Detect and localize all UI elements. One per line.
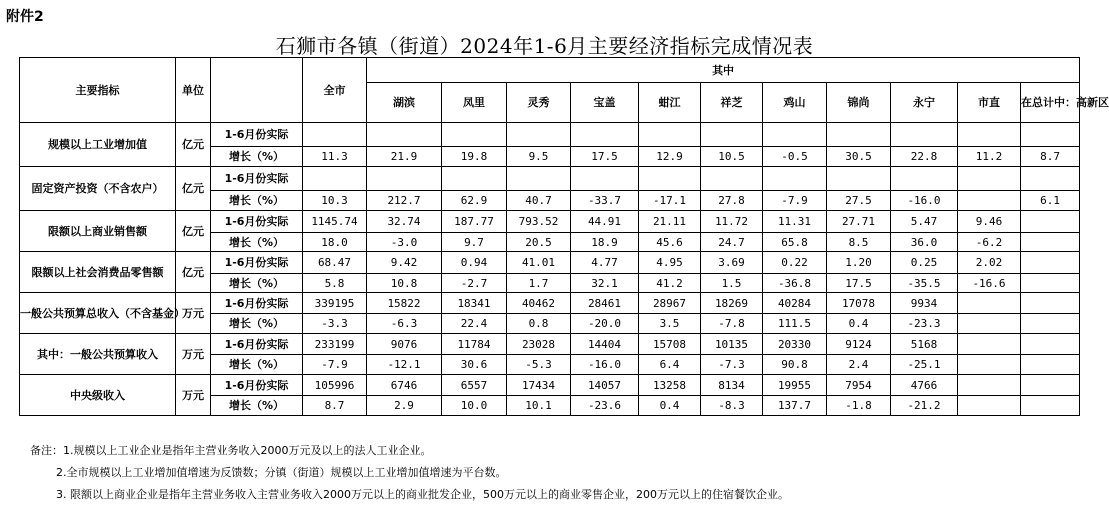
value-cell — [827, 123, 891, 147]
sub-label-actual: 1-6月份实际 — [211, 375, 303, 396]
value-cell: 0.22 — [763, 252, 827, 274]
value-cell: 3.5 — [639, 314, 701, 334]
sub-label-growth: 增长（%） — [211, 233, 303, 252]
value-cell — [958, 314, 1021, 334]
value-cell: 18.9 — [571, 233, 639, 252]
value-cell: -23.3 — [891, 314, 958, 334]
value-cell: 15822 — [367, 293, 442, 314]
value-cell: 22.8 — [891, 147, 958, 167]
note-2: 2.全市规模以上工业增加值增速为反馈数；分镇（街道）规模以上工业增加值增速为平台数。 — [56, 466, 507, 479]
value-cell: -7.8 — [701, 314, 763, 334]
value-cell: 10.0 — [442, 396, 507, 416]
value-cell: 21.9 — [367, 147, 442, 167]
value-cell — [1021, 252, 1080, 274]
table-row — [20, 293, 1080, 314]
value-cell: 10.5 — [701, 147, 763, 167]
value-cell — [1021, 355, 1080, 375]
value-cell: 339195 — [303, 293, 367, 314]
sub-label-actual: 1-6月份实际 — [211, 211, 303, 233]
value-cell: 32.1 — [571, 274, 639, 293]
table-row — [20, 375, 1080, 396]
sub-label-actual: 1-6月份实际 — [211, 252, 303, 274]
indicator-unit: 亿元 — [176, 252, 211, 293]
value-cell: 0.25 — [891, 252, 958, 274]
table-row — [20, 167, 1080, 191]
value-cell — [958, 167, 1021, 191]
value-cell — [442, 123, 507, 147]
value-cell: 17078 — [827, 293, 891, 314]
sub-label-actual: 1-6月份实际 — [211, 293, 303, 314]
value-cell: -1.8 — [827, 396, 891, 416]
value-cell: 11.31 — [763, 211, 827, 233]
value-cell — [958, 123, 1021, 147]
value-cell: -16.0 — [571, 355, 639, 375]
value-cell: 8.7 — [1021, 147, 1080, 167]
header-town: 祥芝 — [701, 83, 763, 123]
sub-label-growth: 增长（%） — [211, 396, 303, 416]
value-cell — [1021, 396, 1080, 416]
value-cell: 1145.74 — [303, 211, 367, 233]
value-cell: 7954 — [827, 375, 891, 396]
value-cell — [701, 167, 763, 191]
value-cell: -2.7 — [442, 274, 507, 293]
value-cell: 5168 — [891, 334, 958, 355]
note-3: 3. 限额以上商业企业是指年主营业务收入主营业务收入2000万元以上的商业批发企业，500万元以上的商业零售企业，200万元以上的住宿餐饮企业。 — [56, 488, 789, 501]
value-cell: -7.9 — [303, 355, 367, 375]
value-cell — [507, 167, 571, 191]
table-row — [20, 211, 1080, 233]
sub-label-growth: 增长（%） — [211, 274, 303, 293]
value-cell: 45.6 — [639, 233, 701, 252]
indicator-table — [19, 57, 1109, 416]
header-town: 湖滨 — [367, 83, 442, 123]
value-cell — [571, 123, 639, 147]
indicator-name: 固定资产投资（不含农户） — [20, 167, 176, 211]
value-cell: -3.0 — [367, 233, 442, 252]
indicator-name: 规模以上工业增加值 — [20, 123, 176, 167]
value-cell: 17.5 — [571, 147, 639, 167]
header-blank — [211, 58, 303, 123]
header-city-total: 全市 — [303, 58, 367, 123]
value-cell: 21.11 — [639, 211, 701, 233]
value-cell: 2.02 — [958, 252, 1021, 274]
value-cell: 4766 — [891, 375, 958, 396]
value-cell: 8.7 — [303, 396, 367, 416]
value-cell — [1021, 167, 1080, 191]
value-cell: 27.5 — [827, 191, 891, 211]
indicator-name: 限额以上社会消费品零售额 — [20, 252, 176, 293]
header-town: 蚶江 — [639, 83, 701, 123]
value-cell: 9124 — [827, 334, 891, 355]
value-cell: -23.6 — [571, 396, 639, 416]
sub-label-actual: 1-6月份实际 — [211, 167, 303, 191]
value-cell: -3.3 — [303, 314, 367, 334]
indicator-unit: 万元 — [176, 334, 211, 375]
header-town: 鸡山 — [763, 83, 827, 123]
value-cell: 187.77 — [442, 211, 507, 233]
value-cell: 1.7 — [507, 274, 571, 293]
value-cell: 14057 — [571, 375, 639, 396]
value-cell: 11.72 — [701, 211, 763, 233]
value-cell: 105996 — [303, 375, 367, 396]
indicator-name: 限额以上商业销售额 — [20, 211, 176, 252]
header-indicator: 主要指标 — [20, 58, 176, 123]
value-cell: 41.2 — [639, 274, 701, 293]
value-cell: 36.0 — [891, 233, 958, 252]
value-cell: 0.4 — [827, 314, 891, 334]
value-cell: 65.8 — [763, 233, 827, 252]
value-cell: 28461 — [571, 293, 639, 314]
value-cell — [367, 123, 442, 147]
value-cell — [958, 334, 1021, 355]
value-cell: 90.8 — [763, 355, 827, 375]
table-body — [20, 123, 1080, 416]
value-cell — [958, 396, 1021, 416]
value-cell: 6.4 — [639, 355, 701, 375]
value-cell: 62.9 — [442, 191, 507, 211]
value-cell: 11784 — [442, 334, 507, 355]
value-cell: -7.3 — [701, 355, 763, 375]
value-cell — [1021, 334, 1080, 355]
value-cell — [891, 123, 958, 147]
value-cell: 1.20 — [827, 252, 891, 274]
value-cell: 9.5 — [507, 147, 571, 167]
value-cell: 4.77 — [571, 252, 639, 274]
indicator-unit: 亿元 — [176, 123, 211, 167]
value-cell: 30.6 — [442, 355, 507, 375]
value-cell: 23028 — [507, 334, 571, 355]
value-cell: 5.47 — [891, 211, 958, 233]
sub-label-growth: 增长（%） — [211, 314, 303, 334]
header-town: 永宁 — [891, 83, 958, 123]
value-cell: 5.8 — [303, 274, 367, 293]
value-cell: -6.2 — [958, 233, 1021, 252]
value-cell: 9.7 — [442, 233, 507, 252]
value-cell: 2.4 — [827, 355, 891, 375]
value-cell: -17.1 — [639, 191, 701, 211]
value-cell — [507, 123, 571, 147]
value-cell: -35.5 — [891, 274, 958, 293]
value-cell: 28967 — [639, 293, 701, 314]
value-cell — [303, 123, 367, 147]
value-cell — [1021, 274, 1080, 293]
indicator-name: 中央级收入 — [20, 375, 176, 416]
value-cell: -12.1 — [367, 355, 442, 375]
value-cell: -33.7 — [571, 191, 639, 211]
value-cell: 793.52 — [507, 211, 571, 233]
value-cell: -6.3 — [367, 314, 442, 334]
sub-label-growth: 增长（%） — [211, 355, 303, 375]
sub-label-growth: 增长（%） — [211, 191, 303, 211]
indicator-unit: 万元 — [176, 375, 211, 416]
value-cell: 30.5 — [827, 147, 891, 167]
header-town: 凤里 — [442, 83, 507, 123]
indicator-unit: 亿元 — [176, 167, 211, 211]
value-cell — [958, 355, 1021, 375]
sub-label-actual: 1-6月份实际 — [211, 123, 303, 147]
value-cell: 19955 — [763, 375, 827, 396]
value-cell: -8.3 — [701, 396, 763, 416]
value-cell: 11.3 — [303, 147, 367, 167]
value-cell: -25.1 — [891, 355, 958, 375]
header-town: 在总计中：高新区 — [1021, 83, 1080, 123]
value-cell: -0.5 — [763, 147, 827, 167]
value-cell: 27.8 — [701, 191, 763, 211]
page-title: 石狮市各镇（街道）2024年1-6月主要经济指标完成情况表 — [275, 34, 814, 58]
value-cell — [827, 167, 891, 191]
value-cell: 12.9 — [639, 147, 701, 167]
value-cell — [639, 123, 701, 147]
value-cell: 68.47 — [303, 252, 367, 274]
value-cell — [701, 123, 763, 147]
value-cell: 8134 — [701, 375, 763, 396]
value-cell — [1021, 293, 1080, 314]
value-cell — [639, 167, 701, 191]
value-cell: 0.8 — [507, 314, 571, 334]
value-cell: 44.91 — [571, 211, 639, 233]
note-1: 备注：1.规模以上工业企业是指年主营业务收入2000万元及以上的法人工业企业。 — [30, 444, 432, 457]
value-cell: 24.7 — [701, 233, 763, 252]
value-cell — [1021, 211, 1080, 233]
value-cell: -16.6 — [958, 274, 1021, 293]
value-cell: 1.5 — [701, 274, 763, 293]
value-cell: 10135 — [701, 334, 763, 355]
header-town: 市直 — [958, 83, 1021, 123]
value-cell: 4.95 — [639, 252, 701, 274]
header-town: 锦尚 — [827, 83, 891, 123]
value-cell — [1021, 314, 1080, 334]
sub-label-growth: 增长（%） — [211, 147, 303, 167]
value-cell — [958, 375, 1021, 396]
value-cell: 22.4 — [442, 314, 507, 334]
value-cell: 18269 — [701, 293, 763, 314]
table-row — [20, 252, 1080, 274]
value-cell: 17.5 — [827, 274, 891, 293]
value-cell: 10.8 — [367, 274, 442, 293]
value-cell: 9.46 — [958, 211, 1021, 233]
value-cell: 9934 — [891, 293, 958, 314]
value-cell: 41.01 — [507, 252, 571, 274]
value-cell — [958, 293, 1021, 314]
value-cell — [1021, 233, 1080, 252]
value-cell: -16.0 — [891, 191, 958, 211]
header-unit: 单位 — [176, 58, 211, 123]
value-cell: 212.7 — [367, 191, 442, 211]
value-cell: 0.94 — [442, 252, 507, 274]
value-cell: 18.0 — [303, 233, 367, 252]
value-cell: 15708 — [639, 334, 701, 355]
header-town: 灵秀 — [507, 83, 571, 123]
header-town: 宝盖 — [571, 83, 639, 123]
value-cell: 137.7 — [763, 396, 827, 416]
value-cell: 8.5 — [827, 233, 891, 252]
value-cell: 6746 — [367, 375, 442, 396]
value-cell: 40284 — [763, 293, 827, 314]
value-cell: -21.2 — [891, 396, 958, 416]
value-cell: -36.8 — [763, 274, 827, 293]
value-cell: -7.9 — [763, 191, 827, 211]
indicator-name: 一般公共预算总收入（不含基金） — [20, 293, 176, 334]
value-cell: -5.3 — [507, 355, 571, 375]
value-cell: 17434 — [507, 375, 571, 396]
value-cell: 2.9 — [367, 396, 442, 416]
value-cell: 9076 — [367, 334, 442, 355]
value-cell — [1021, 375, 1080, 396]
value-cell — [442, 167, 507, 191]
value-cell: 10.1 — [507, 396, 571, 416]
table-row — [20, 334, 1080, 355]
value-cell: 13258 — [639, 375, 701, 396]
value-cell — [571, 167, 639, 191]
value-cell — [958, 191, 1021, 211]
value-cell: 233199 — [303, 334, 367, 355]
value-cell: 0.4 — [639, 396, 701, 416]
value-cell: 6557 — [442, 375, 507, 396]
value-cell — [303, 167, 367, 191]
sub-label-actual: 1-6月份实际 — [211, 334, 303, 355]
indicator-unit: 万元 — [176, 293, 211, 334]
value-cell — [1021, 123, 1080, 147]
value-cell: 27.71 — [827, 211, 891, 233]
value-cell: 10.3 — [303, 191, 367, 211]
value-cell: 40.7 — [507, 191, 571, 211]
value-cell: 19.8 — [442, 147, 507, 167]
value-cell — [763, 167, 827, 191]
value-cell: 6.1 — [1021, 191, 1080, 211]
value-cell: 11.2 — [958, 147, 1021, 167]
value-cell: 20.5 — [507, 233, 571, 252]
value-cell: 40462 — [507, 293, 571, 314]
table-row — [20, 123, 1080, 147]
value-cell: 3.69 — [701, 252, 763, 274]
value-cell — [891, 167, 958, 191]
value-cell: 111.5 — [763, 314, 827, 334]
attachment-label: 附件2 — [6, 9, 44, 25]
value-cell: 9.42 — [367, 252, 442, 274]
header-of-which: 其中 — [367, 58, 1080, 83]
value-cell: -20.0 — [571, 314, 639, 334]
value-cell: 32.74 — [367, 211, 442, 233]
value-cell: 20330 — [763, 334, 827, 355]
value-cell: 18341 — [442, 293, 507, 314]
value-cell — [763, 123, 827, 147]
value-cell: 14404 — [571, 334, 639, 355]
value-cell — [367, 167, 442, 191]
indicator-unit: 亿元 — [176, 211, 211, 252]
indicator-name: 其中：一般公共预算收入 — [20, 334, 176, 375]
